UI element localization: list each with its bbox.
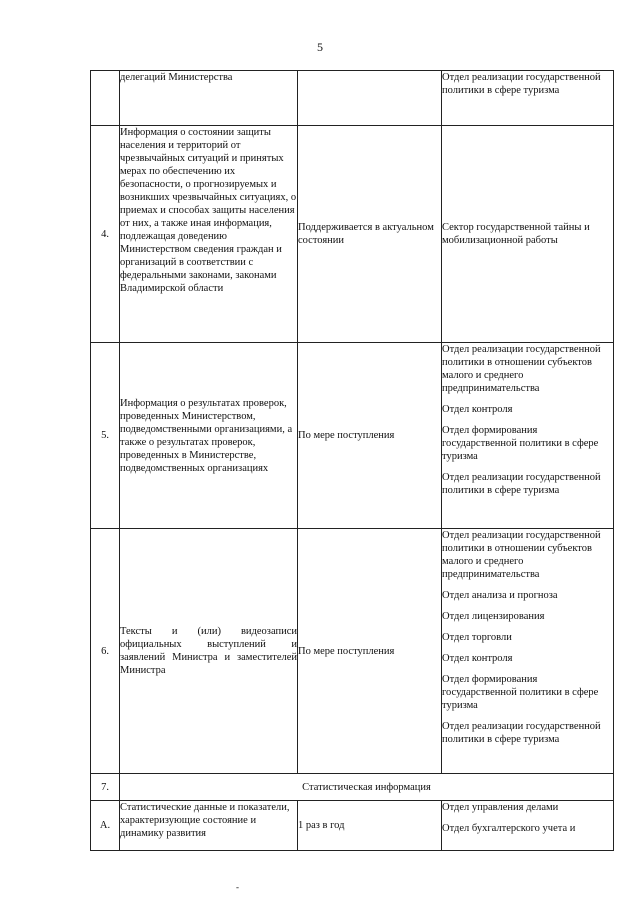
department-item: Отдел бухгалтерского учета и — [442, 823, 576, 834]
table-row — [91, 801, 614, 851]
department-item: Отдел реализации государственной политики в сфере туризма — [442, 721, 601, 745]
period-cell: Поддерживается в актуальном состоянии — [298, 126, 442, 343]
department-item: Отдел реализации государственной политики в отношении субъектов малого и среднего предпринимательства — [442, 530, 601, 580]
period-cell: По мере поступления — [298, 529, 442, 774]
department-item: Отдел торговли — [442, 632, 512, 643]
row-number: А. — [91, 801, 120, 851]
department-cell — [442, 801, 614, 851]
department-item: Отдел контроля — [442, 404, 513, 415]
department-item: Отдел реализации государственной политики в сфере туризма — [442, 472, 601, 496]
page-number: 5 — [317, 40, 323, 54]
table-row — [91, 343, 614, 529]
department-item: Отдел формирования государственной политики в сфере туризма — [442, 674, 599, 711]
department-cell — [442, 126, 614, 343]
period-cell: 1 раз в год — [298, 801, 442, 851]
department-item: Отдел реализации государственной политики в сфере туризма — [442, 72, 601, 96]
document-table — [90, 70, 614, 851]
department-cell — [442, 529, 614, 774]
info-cell: делегаций Министерства — [120, 71, 298, 126]
info-cell: Тексты и (или) видеозаписи официальных выступлений и заявлений Министра и заместителей Министра — [120, 529, 298, 774]
row-number: 5. — [91, 343, 120, 529]
table-row — [91, 126, 614, 343]
info-cell: Информация о результатах проверок, проведенных Министерством, подведомственными организациями, а также о результатах проверок, проведенных в Министерстве, подведомственных организациях — [120, 343, 298, 529]
row-number: 4. — [91, 126, 120, 343]
period-cell: По мере поступления — [298, 343, 442, 529]
section-title: Статистическая информация — [120, 774, 614, 801]
department-cell — [442, 343, 614, 529]
department-item: Отдел управления делами — [442, 802, 559, 813]
department-item: Отдел формирования государственной политики в сфере туризма — [442, 425, 599, 462]
department-item: Отдел лицензирования — [442, 611, 545, 622]
section-row — [91, 774, 614, 801]
section-number: 7. — [91, 774, 120, 801]
department-item: Сектор государственной тайны и мобилизационной работы — [442, 222, 590, 246]
info-cell: Статистические данные и показатели, характеризующие состояние и динамику развития — [120, 801, 298, 851]
row-number: 6. — [91, 529, 120, 774]
footer-mark: - — [236, 882, 239, 892]
department-item: Отдел реализации государственной политики в отношении субъектов малого и среднего предпринимательства — [442, 344, 601, 394]
period-cell — [298, 71, 442, 126]
table-row — [91, 71, 614, 126]
department-item: Отдел контроля — [442, 653, 513, 664]
row-number — [91, 71, 120, 126]
department-item: Отдел анализа и прогноза — [442, 590, 558, 601]
department-cell — [442, 71, 614, 126]
info-cell: Информация о состоянии защиты населения и территорий от чрезвычайных ситуаций и принятых мерах по обеспечению их безопасности, о прогнозируемых и возникших чрезвычайных ситуациях, о приемах и способах защиты населения от них, а также иная информация, подлежащая доведению Министерством сведения граждан и организаций в соответствии с федеральными законами, законами Владимирской области — [120, 126, 298, 343]
table-row — [91, 529, 614, 774]
